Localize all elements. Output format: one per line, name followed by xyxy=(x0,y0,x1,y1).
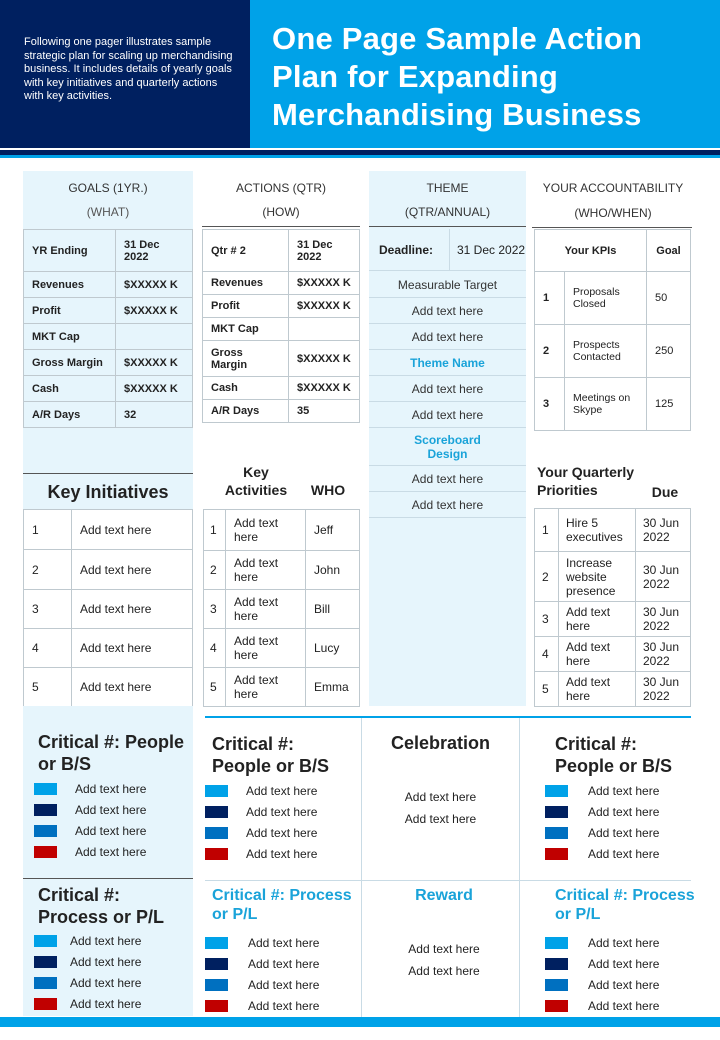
legend-text: Add text here xyxy=(588,977,660,992)
actions-row xyxy=(203,230,360,272)
initiative-text: Add text here xyxy=(72,668,193,707)
left-process-legend xyxy=(34,930,184,1014)
goals-row xyxy=(24,230,193,272)
right-people-legend xyxy=(545,780,695,864)
priority-text: Increase website presence xyxy=(559,552,636,602)
bottom-top-rule xyxy=(205,716,691,718)
priority-text: Add text here xyxy=(559,672,636,707)
priority-row xyxy=(535,509,691,552)
celebration-title: Celebration xyxy=(390,733,491,753)
kpi-goal: 50 xyxy=(647,272,691,325)
header-description: Following one pager illustrates sample strategic plan for scaling up merchandising business. It includes details of yearly goals with key initiatives and quarterly actions with key activities. xyxy=(24,36,233,102)
activity-who: Bill xyxy=(306,590,360,629)
legend-item xyxy=(34,951,184,972)
kpis-header: Your KPIs xyxy=(535,230,647,272)
priority-due: 30 Jun 2022 xyxy=(636,552,691,602)
goals-label: Revenues xyxy=(24,272,116,298)
actions-value: $XXXXX K xyxy=(289,377,360,400)
left-people-legend xyxy=(34,778,184,862)
celebration-item: Add text here xyxy=(404,812,477,826)
color-swatch xyxy=(205,785,228,797)
activity-row xyxy=(204,668,360,707)
legend-item xyxy=(205,822,360,843)
color-swatch xyxy=(205,827,228,839)
priority-row xyxy=(535,672,691,707)
actions-label: Gross Margin xyxy=(203,341,289,377)
accountability-divider xyxy=(532,227,692,228)
legend-item xyxy=(34,930,184,951)
reward-item: Add text here xyxy=(408,942,480,956)
kpi-row xyxy=(535,378,691,431)
goals-row xyxy=(24,324,193,350)
key-activities-who-header: WHO xyxy=(310,482,346,498)
theme-subheading: (QTR/ANNUAL) xyxy=(404,205,491,219)
actions-heading: ACTIONS (QTR) xyxy=(236,181,326,195)
goals-row xyxy=(24,298,193,324)
activity-index: 5 xyxy=(204,668,226,707)
quarterly-priorities-title: Your Quarterly Priorities xyxy=(537,464,634,498)
actions-label: MKT Cap xyxy=(203,318,289,341)
actions-label: Revenues xyxy=(203,272,289,295)
legend-item xyxy=(205,932,360,953)
legend-item xyxy=(545,780,695,801)
actions-row xyxy=(203,295,360,318)
theme-deadline-value: 31 Dec 2022 xyxy=(457,242,526,257)
color-swatch xyxy=(205,848,228,860)
actions-value: $XXXXX K xyxy=(289,272,360,295)
goals-label: Gross Margin xyxy=(24,350,116,376)
activity-row xyxy=(204,590,360,629)
goals-row xyxy=(24,376,193,402)
legend-item xyxy=(205,843,360,864)
actions-row xyxy=(203,400,360,423)
priority-due: 30 Jun 2022 xyxy=(636,602,691,637)
actions-row xyxy=(203,272,360,295)
color-swatch xyxy=(34,977,57,989)
legend-text: Add text here xyxy=(75,844,147,859)
legend-text: Add text here xyxy=(70,933,142,948)
legend-text: Add text here xyxy=(75,802,147,817)
celebration-list xyxy=(362,786,519,830)
activity-text: Add text here xyxy=(226,590,306,629)
kpi-goal: 125 xyxy=(647,378,691,431)
kpi-row xyxy=(535,272,691,325)
legend-text: Add text here xyxy=(588,956,660,971)
priority-index: 2 xyxy=(535,552,559,602)
kpi-row xyxy=(535,325,691,378)
theme-heading: THEME xyxy=(426,181,469,195)
legend-text: Add text here xyxy=(246,825,318,840)
initiative-index: 2 xyxy=(24,550,72,590)
color-swatch xyxy=(545,785,568,797)
kpi-name: Prospects Contacted xyxy=(565,325,647,378)
legend-item xyxy=(34,972,184,993)
header-rule-blue xyxy=(0,155,720,158)
priority-text: Add text here xyxy=(559,602,636,637)
reward-list xyxy=(362,938,526,982)
priority-index: 1 xyxy=(535,509,559,552)
legend-text: Add text here xyxy=(588,846,660,861)
header-title-panel xyxy=(250,0,720,148)
goals-value: $XXXXX K xyxy=(116,298,193,324)
mid-people-title: Critical #: People or B/S xyxy=(212,734,330,776)
priority-text: Add text here xyxy=(559,637,636,672)
goals-label: Profit xyxy=(24,298,116,324)
color-swatch xyxy=(205,1000,228,1012)
mid-process-legend xyxy=(205,932,360,1016)
legend-text: Add text here xyxy=(588,804,660,819)
key-activities-table xyxy=(203,509,360,707)
initiative-index: 3 xyxy=(24,590,72,629)
legend-item xyxy=(545,843,695,864)
legend-text: Add text here xyxy=(246,783,318,798)
legend-text: Add text here xyxy=(70,996,142,1011)
priority-text: Hire 5 executives xyxy=(559,509,636,552)
initiative-row xyxy=(24,550,193,590)
legend-text: Add text here xyxy=(75,823,147,838)
goals-value: 32 xyxy=(116,402,193,428)
goals-row xyxy=(24,402,193,428)
theme-deadline-label: Deadline: xyxy=(379,242,434,257)
quarterly-due-header: Due xyxy=(651,484,679,500)
goals-value: 31 Dec 2022 xyxy=(116,230,193,272)
mid-people-legend xyxy=(205,780,360,864)
activity-index: 3 xyxy=(204,590,226,629)
initiative-index: 4 xyxy=(24,629,72,668)
initiative-index: 1 xyxy=(24,510,72,550)
color-swatch xyxy=(545,1000,568,1012)
goals-subheading: (WHAT) xyxy=(86,205,130,219)
legend-item xyxy=(545,932,695,953)
activity-index: 1 xyxy=(204,510,226,551)
activity-who: John xyxy=(306,551,360,590)
initiative-text: Add text here xyxy=(72,629,193,668)
priority-index: 3 xyxy=(535,602,559,637)
actions-row xyxy=(203,341,360,377)
legend-item xyxy=(34,799,184,820)
accountability-header-row xyxy=(535,230,691,272)
activity-text: Add text here xyxy=(226,551,306,590)
legend-text: Add text here xyxy=(588,998,660,1013)
actions-value: 35 xyxy=(289,400,360,423)
color-swatch xyxy=(545,979,568,991)
activity-who: Lucy xyxy=(306,629,360,668)
goals-label: YR Ending xyxy=(24,230,116,272)
priority-due: 30 Jun 2022 xyxy=(636,672,691,707)
legend-text: Add text here xyxy=(588,825,660,840)
color-swatch xyxy=(34,935,57,947)
legend-text: Add text here xyxy=(248,935,320,950)
initiative-text: Add text here xyxy=(72,510,193,550)
goal-header: Goal xyxy=(647,230,691,272)
scoreboard-design-row: Scoreboard Design xyxy=(369,428,526,466)
kpi-index: 3 xyxy=(535,378,565,431)
initiative-text: Add text here xyxy=(72,550,193,590)
priority-due: 30 Jun 2022 xyxy=(636,509,691,552)
legend-item xyxy=(545,974,695,995)
priority-index: 5 xyxy=(535,672,559,707)
priority-row xyxy=(535,637,691,672)
color-swatch xyxy=(34,783,57,795)
color-swatch xyxy=(205,937,228,949)
right-process-title: Critical #: Process or P/L xyxy=(555,887,695,923)
left-people-title: Critical #: People or B/S xyxy=(38,732,185,774)
legend-item xyxy=(205,780,360,801)
legend-item xyxy=(205,974,360,995)
bottom-row-divider xyxy=(205,880,691,881)
legend-text: Add text here xyxy=(248,998,320,1013)
activity-row xyxy=(204,510,360,551)
goals-row xyxy=(24,350,193,376)
goals-label: A/R Days xyxy=(24,402,116,428)
key-initiatives-title: Key Initiatives xyxy=(47,482,169,502)
theme-row: Measurable Target xyxy=(369,272,526,298)
header-description-panel xyxy=(0,0,250,148)
activity-text: Add text here xyxy=(226,510,306,551)
goals-heading: GOALS (1YR.) xyxy=(68,181,148,195)
key-initiatives-divider xyxy=(23,473,193,474)
legend-item xyxy=(34,778,184,799)
kpi-name: Proposals Closed xyxy=(565,272,647,325)
legend-item xyxy=(34,993,184,1014)
actions-value xyxy=(289,318,360,341)
goals-value: $XXXXX K xyxy=(116,376,193,402)
key-initiatives-table xyxy=(23,509,193,707)
theme-row: Add text here xyxy=(369,466,526,492)
legend-text: Add text here xyxy=(248,956,320,971)
legend-text: Add text here xyxy=(75,781,147,796)
actions-label: Cash xyxy=(203,377,289,400)
actions-label: A/R Days xyxy=(203,400,289,423)
actions-value: 31 Dec 2022 xyxy=(289,230,360,272)
priority-row xyxy=(535,602,691,637)
actions-value: $XXXXX K xyxy=(289,295,360,318)
goals-row xyxy=(24,272,193,298)
priority-index: 4 xyxy=(535,637,559,672)
priority-due: 30 Jun 2022 xyxy=(636,637,691,672)
goals-value xyxy=(116,324,193,350)
legend-item xyxy=(34,820,184,841)
accountability-subheading: (WHO/WHEN) xyxy=(574,206,652,220)
color-swatch xyxy=(34,825,57,837)
color-swatch xyxy=(34,846,57,858)
activity-text: Add text here xyxy=(226,629,306,668)
theme-row: Add text here xyxy=(369,402,526,428)
activity-row xyxy=(204,629,360,668)
right-people-title: Critical #: People or B/S xyxy=(555,734,673,776)
color-swatch xyxy=(545,937,568,949)
theme-row: Add text here xyxy=(369,324,526,350)
theme-divider xyxy=(369,226,526,227)
legend-item xyxy=(34,841,184,862)
activity-who: Jeff xyxy=(306,510,360,551)
activity-index: 4 xyxy=(204,629,226,668)
legend-item xyxy=(545,953,695,974)
color-swatch xyxy=(545,827,568,839)
left-process-title: Critical #: Process or P/L xyxy=(38,885,165,927)
goals-label: MKT Cap xyxy=(24,324,116,350)
theme-row: Add text here xyxy=(369,492,526,518)
actions-subheading: (HOW) xyxy=(262,205,300,219)
legend-text: Add text here xyxy=(70,975,142,990)
activity-index: 2 xyxy=(204,551,226,590)
legend-text: Add text here xyxy=(246,804,318,819)
theme-name-row: Theme Name xyxy=(369,350,526,376)
actions-row xyxy=(203,377,360,400)
initiative-row xyxy=(24,629,193,668)
legend-text: Add text here xyxy=(248,977,320,992)
initiative-row xyxy=(24,590,193,629)
kpi-name: Meetings on Skype xyxy=(565,378,647,431)
theme-list xyxy=(369,272,526,518)
legend-item xyxy=(545,995,695,1016)
right-process-legend xyxy=(545,932,695,1016)
actions-label: Qtr # 2 xyxy=(203,230,289,272)
activity-text: Add text here xyxy=(226,668,306,707)
activity-row xyxy=(204,551,360,590)
goals-value: $XXXXX K xyxy=(116,350,193,376)
legend-item xyxy=(545,801,695,822)
theme-deadline-row xyxy=(369,229,526,271)
mid-process-title: Critical #: Process or P/L xyxy=(212,887,352,923)
legend-text: Add text here xyxy=(246,846,318,861)
color-swatch xyxy=(545,958,568,970)
actions-label: Profit xyxy=(203,295,289,318)
theme-row: Add text here xyxy=(369,376,526,402)
reward-title: Reward xyxy=(415,887,473,904)
color-swatch xyxy=(205,806,228,818)
actions-row xyxy=(203,318,360,341)
goals-value: $XXXXX K xyxy=(116,272,193,298)
kpi-goal: 250 xyxy=(647,325,691,378)
celebration-item: Add text here xyxy=(404,790,477,804)
goals-label: Cash xyxy=(24,376,116,402)
legend-text: Add text here xyxy=(70,954,142,969)
accountability-heading: YOUR ACCOUNTABILITY xyxy=(542,181,684,195)
kpi-index: 2 xyxy=(535,325,565,378)
priority-row xyxy=(535,552,691,602)
accountability-table xyxy=(534,229,691,431)
color-swatch xyxy=(545,848,568,860)
activity-who: Emma xyxy=(306,668,360,707)
initiative-row xyxy=(24,668,193,707)
legend-item xyxy=(205,801,360,822)
actions-divider xyxy=(202,226,360,227)
kpi-index: 1 xyxy=(535,272,565,325)
initiative-index: 5 xyxy=(24,668,72,707)
legend-item xyxy=(205,995,360,1016)
legend-item xyxy=(545,822,695,843)
legend-item xyxy=(205,953,360,974)
legend-text: Add text here xyxy=(588,935,660,950)
color-swatch xyxy=(34,804,57,816)
key-activities-title: Key Activities xyxy=(224,464,288,498)
bottom-left-divider xyxy=(23,878,193,879)
color-swatch xyxy=(205,979,228,991)
goals-table xyxy=(23,229,193,428)
color-swatch xyxy=(205,958,228,970)
initiative-text: Add text here xyxy=(72,590,193,629)
actions-table xyxy=(202,229,360,423)
reward-item: Add text here xyxy=(408,964,480,978)
color-swatch xyxy=(34,956,57,968)
quarterly-priorities-table xyxy=(534,508,691,707)
legend-text: Add text here xyxy=(588,783,660,798)
color-swatch xyxy=(34,998,57,1010)
initiative-row xyxy=(24,510,193,550)
footer-bar xyxy=(0,1017,720,1027)
color-swatch xyxy=(545,806,568,818)
page-title: One Page Sample Action Plan for Expanding Merchandising Business xyxy=(272,21,643,132)
theme-row: Add text here xyxy=(369,298,526,324)
actions-value: $XXXXX K xyxy=(289,341,360,377)
